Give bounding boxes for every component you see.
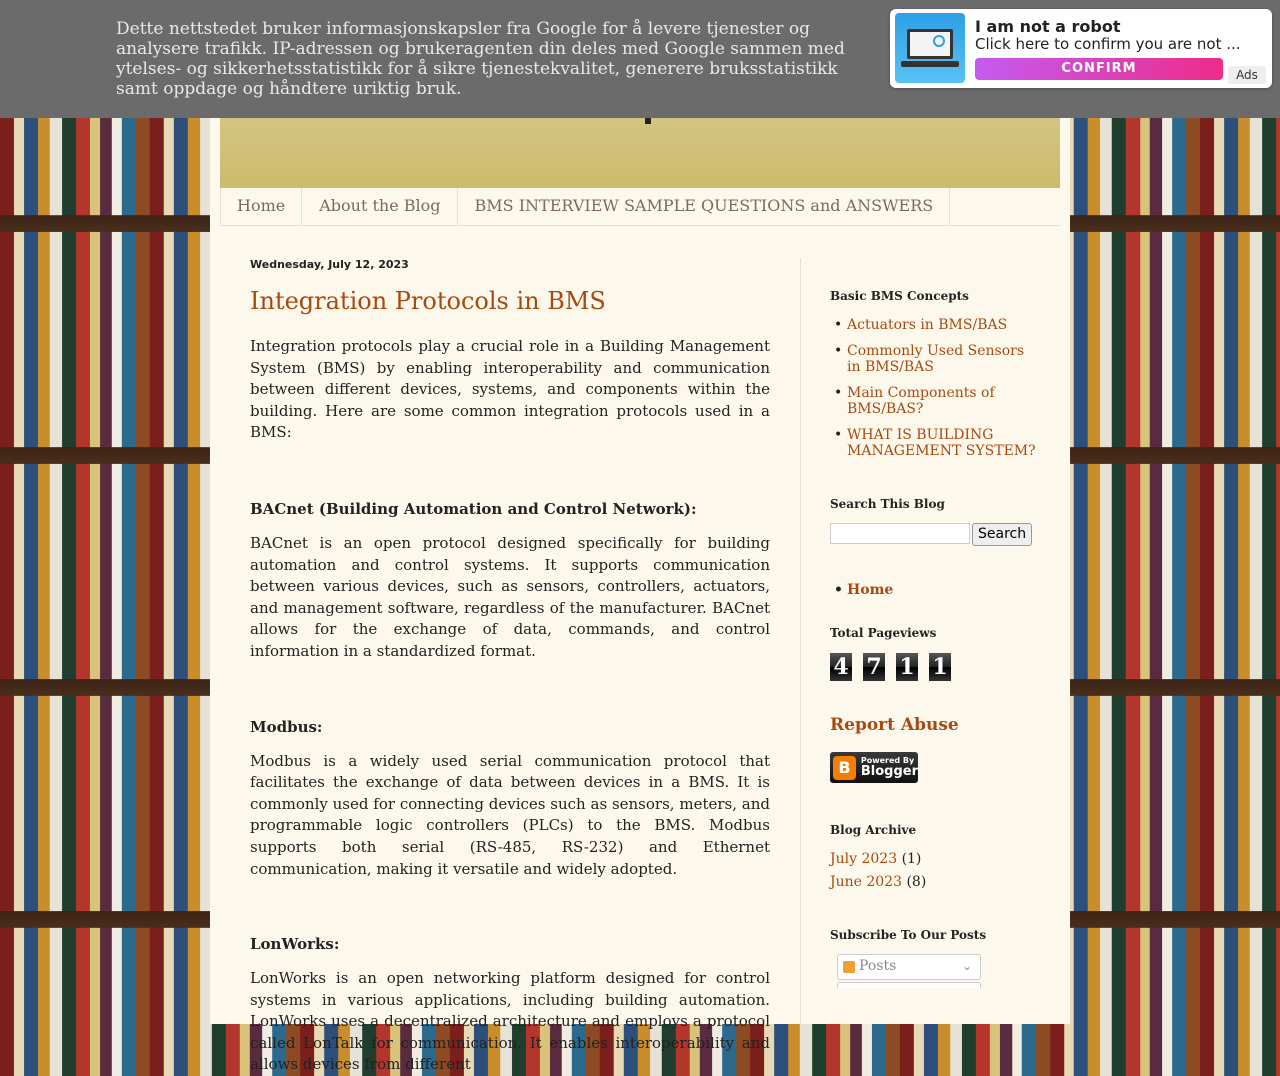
- search-form: [830, 523, 1040, 546]
- post-title[interactable]: Integration Protocols in BMS: [250, 287, 606, 315]
- checkbox-icon: [933, 35, 945, 47]
- section-heading: Modbus:: [250, 717, 323, 736]
- counter-digit: 1: [929, 653, 951, 681]
- nav-tabs: [220, 188, 1060, 226]
- tab-interview-questions[interactable]: BMS INTERVIEW SAMPLE QUESTIONS and ANSWERS: [458, 188, 951, 226]
- tab-about[interactable]: About the Blog: [302, 188, 457, 226]
- laptop-screen: [907, 29, 953, 59]
- subscribe-comments-dropdown[interactable]: [837, 982, 981, 988]
- blog-post: [250, 255, 770, 1076]
- concept-link[interactable]: • Commonly Used Sensors in BMS/BAS: [830, 343, 1040, 376]
- archive-count: (1): [901, 851, 922, 867]
- column-divider: [800, 258, 801, 1024]
- pageview-counter: [830, 653, 1040, 681]
- sidebar-home-link[interactable]: • Home: [830, 582, 1040, 599]
- counter-digit: 7: [863, 653, 885, 681]
- report-abuse-link[interactable]: Report Abuse: [830, 715, 959, 735]
- archive-count: (8): [906, 874, 927, 890]
- counter-digit: 1: [896, 653, 918, 681]
- blogger-badge-small: Powered By: [860, 756, 915, 765]
- rss-feed-icon: [843, 961, 855, 973]
- blogger-badge-big: Blogger: [860, 764, 918, 779]
- search-button[interactable]: Search: [972, 523, 1032, 546]
- archive-link[interactable]: July 2023: [830, 851, 898, 867]
- subscribe-posts-dropdown[interactable]: [837, 954, 981, 980]
- ad-title: I am not a robot: [975, 17, 1121, 36]
- archive-item: [830, 874, 1040, 890]
- pages-list: [830, 582, 1040, 599]
- post-intro: Integration protocols play a crucial role in a Building Management System (BMS) by enabling interoperability and communication between different devices, systems, and components within the building. Here are some common integration protocols used in a BMS:: [250, 337, 770, 442]
- archive-item: [830, 851, 1040, 867]
- blogger-badge-text: [861, 757, 918, 778]
- search-input[interactable]: [830, 523, 970, 544]
- laptop-base: [901, 61, 959, 67]
- sidebar: [830, 289, 1040, 988]
- archive-widget-title: Blog Archive: [830, 823, 917, 837]
- concepts-list: [830, 317, 1040, 460]
- subscribe-widget-title: Subscribe To Our Posts: [830, 928, 987, 942]
- counter-digit: 4: [830, 653, 852, 681]
- section-heading: LonWorks:: [250, 935, 340, 954]
- cookie-consent-banner: [0, 0, 1280, 118]
- concepts-widget-title: Basic BMS Concepts: [830, 289, 969, 303]
- concept-link[interactable]: • WHAT IS BUILDING MANAGEMENT SYSTEM?: [830, 427, 1040, 460]
- consent-text: Dette nettstedet bruker informasjonskapsler fra Google for å levere tjenester og analysere trafikk. IP-adressen og brukeragenten din deles med Google sammen med ytelses- og sikkerhetsstatistikk for å sikre tjenestekvalitet, generere bruksstatistikk samt oppdage og håndtere uriktig bruk.: [116, 19, 845, 99]
- powered-by-blogger-badge[interactable]: [830, 752, 918, 783]
- post-date: Wednesday, July 12, 2023: [250, 258, 409, 271]
- tab-home[interactable]: Home: [220, 188, 302, 226]
- archive-link[interactable]: June 2023: [830, 874, 903, 890]
- blog-page: [210, 0, 1070, 1074]
- subscribe-option-label: Posts: [859, 958, 897, 974]
- section-body: Modbus is a widely used serial communication protocol that facilitates the exchange of data between devices in a BMS. It is commonly used for connecting devices such as sensors, meters, and programmable logic controllers (PLCs) to the BMS. Modbus supports both serial (RS-485, RS-232) and Ethernet communication, making it versatile and widely adopted.: [250, 751, 770, 878]
- section-body: LonWorks is an open networking platform designed for control systems in various applications, including building automation. LonWorks uses a decentralized architecture and employs a protocol called LonTalk for communication. It enables interoperability and allows devices from different: [250, 969, 770, 1074]
- chevron-down-icon: ⌄: [961, 959, 972, 973]
- concept-link[interactable]: • Actuators in BMS/BAS: [830, 317, 1040, 334]
- section-heading: BACnet (Building Automation and Control Network):: [250, 499, 697, 518]
- pageviews-widget-title: Total Pageviews: [830, 626, 937, 640]
- section-body: BACnet is an open protocol designed specifically for building automation and control systems. It supports communication between various devices, such as sensors, controllers, actuators, and management software, regardless of the manufacturer. BACnet allows for the exchange of data, commands, and control information in a standardized format.: [250, 533, 770, 660]
- robot-ad[interactable]: [890, 9, 1272, 88]
- confirm-button[interactable]: CONFIRM: [975, 58, 1223, 80]
- ads-tag[interactable]: Ads: [1228, 66, 1266, 84]
- blogger-icon: B: [833, 756, 856, 780]
- laptop-icon: [895, 13, 965, 83]
- search-widget-title: Search This Blog: [830, 496, 945, 511]
- concept-link[interactable]: • Main Components of BMS/BAS?: [830, 385, 1040, 418]
- ad-subtitle: Click here to confirm you are not ...: [975, 35, 1241, 53]
